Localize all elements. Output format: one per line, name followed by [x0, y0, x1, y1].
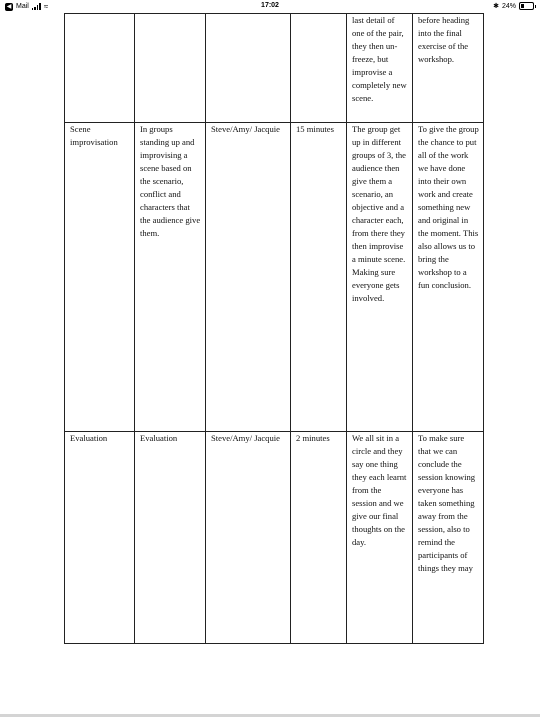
- table-cell: [65, 14, 135, 123]
- table-cell: Steve/Amy/ Jacquie: [206, 123, 291, 432]
- table-cell: Scene improvisation: [65, 123, 135, 432]
- battery-percent: 24%: [501, 2, 516, 10]
- table-cell: In groups standing up and improvising a scene based on the scenario, conflict and characters that the audience give them.: [135, 123, 206, 432]
- page-divider: [0, 714, 540, 717]
- table-cell: To give the group the chance to put all of the work we have done into their own work and create something new and original in the moment. This also allows us to bring the workshop to a fun conclusion.: [413, 123, 484, 432]
- back-arrow-icon[interactable]: ◀: [6, 3, 12, 10]
- status-time: 17:02: [261, 2, 279, 9]
- table-cell: Steve/Amy/ Jacquie: [206, 432, 291, 644]
- table-cell: last detail of one of the pair, they then un-freeze, but improvise a completely new scene.: [347, 14, 413, 123]
- table-cell: 2 minutes: [291, 432, 347, 644]
- table-cell: [135, 14, 206, 123]
- wifi-icon: ≈: [43, 2, 49, 11]
- status-right: [493, 2, 534, 10]
- workshop-plan-table: [64, 13, 484, 644]
- bluetooth-icon: ✱: [493, 3, 499, 10]
- table-cell: We all sit in a circle and they say one thing they each learnt from the session and we give our final thoughts on the day.: [347, 432, 413, 644]
- table-cell: To make sure that we can conclude the session knowing everyone has taken something away from the session, also to remind the participants of things they may: [413, 432, 484, 644]
- table-cell: Evaluation: [65, 432, 135, 644]
- table-cell: [291, 14, 347, 123]
- table-cell: The group get up in different groups of 3, the audience then give them a scenario, an objective and a character each, from there they then improvise a minute scene. Making sure everyone gets involved.: [347, 123, 413, 432]
- table-cell: before heading into the final exercise of the workshop.: [413, 14, 484, 123]
- battery-icon: [519, 2, 534, 10]
- table-cell: Evaluation: [135, 432, 206, 644]
- table-row: [65, 14, 484, 123]
- table-cell: 15 minutes: [291, 123, 347, 432]
- table-row: [65, 123, 484, 432]
- back-to-app-link[interactable]: Mail: [16, 3, 29, 10]
- table-cell: [206, 14, 291, 123]
- table-row: [65, 432, 484, 644]
- status-bar: [0, 0, 540, 13]
- battery-fill: [521, 4, 524, 8]
